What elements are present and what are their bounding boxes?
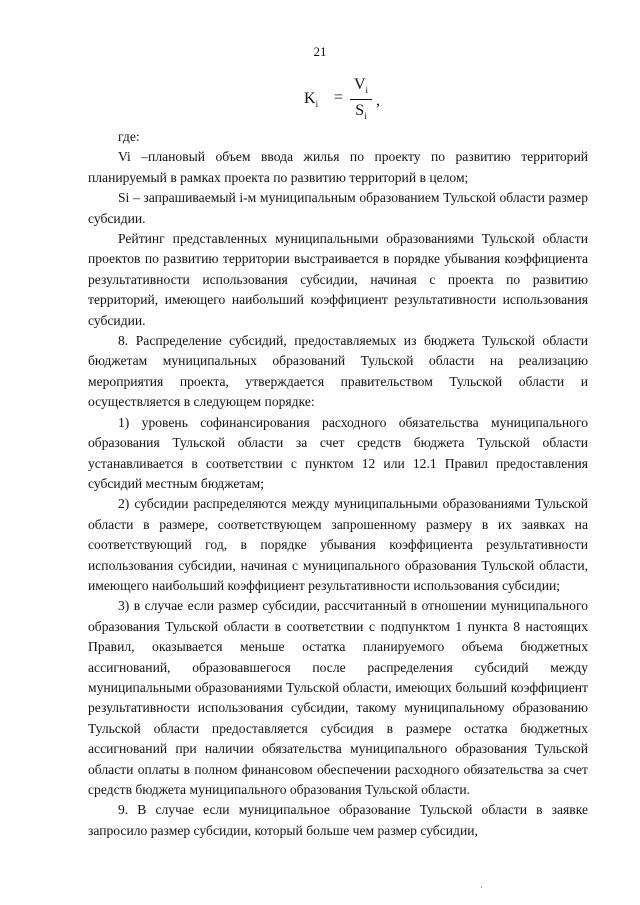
paragraph-subitem-3: 3) в случае если размер субсидии, рассчитанный в отношении муниципального образования Тульской области в соответствии с подпунктом 1 пункта 8 настоящих Правил, оказывается меньше остатка планируемого объема бюджетных ассигнований, образовавшегося после распределения субсидий между муниципальными образованиями Тульской области, имеющих больший коэффициент результативности использования субсидии, такому муниципальному образованию Тульской области предоставляется субсидия в размере остатка бюджетных ассигнований при наличии обязательства муниципального образования Тульской области оплаты в полном финансовом обеспечении расходного обязательства за счет средств бюджета муниципального образования Тульской области. — [88, 598, 588, 797]
paragraph-where: где: — [118, 129, 140, 144]
paragraph-vi-definition: Vi –плановый объем ввода жилья по проекту по развитию территорий планируемый в рамках проекта по развитию территорий в целом; — [88, 149, 588, 185]
formula-numerator: $V_i$ — [353, 76, 369, 96]
formula-comma: , — [376, 92, 380, 109]
page-number: 21 — [313, 44, 327, 59]
document-body — [88, 127, 588, 841]
formula-lhs: $K_i$ — [304, 90, 319, 110]
paragraph-item-8: 8. Распределение субсидий, предоставляемых из бюджета Тульской области бюджетам муниципальных образований Тульской области на реализацию мероприятия проекта, утверждается правительством Тульской области и осуществляется в следующем порядке: — [88, 333, 588, 410]
scan-speck: · — [480, 882, 483, 892]
fraction-bar — [350, 99, 372, 100]
paragraph-item-9: 9. В случае если муниципальное образование Тульской области в заявке запросило размер субсидии, который больше чем размер субсидии, — [88, 802, 588, 838]
paragraph-subitem-1: 1) уровень софинансирования расходного обязательства муниципального образования Тульской области за счет средств бюджета Тульской области устанавливается в соответствии с пунктом 12 или 12.1 Правил предоставления субсидий местным бюджетам; — [88, 414, 588, 491]
paragraph-subitem-2: 2) субсидии распределяются между муниципальными образованиями Тульской области в размере, соответствующем запрошенному размеру в их заявках на соответствующий год, в порядке убывания коэффициента результативности использования субсидии, начиная с муниципального образования Тульской области, имеющего наибольший коэффициент результативности использования субсидии; — [88, 496, 588, 593]
formula-denominator: $S_i$ — [355, 102, 367, 122]
paragraph-si-definition: Si – запрашиваемый i-м муниципальным образованием Тульской области размер субсидии. — [88, 190, 588, 226]
coefficient-formula — [300, 74, 420, 130]
paragraph-rating: Рейтинг представленных муниципальными образованиями Тульской области проектов по развитию территории выстраивается в порядке убывания коэффициента результативности использования субсидии, начиная с проекта по развитию территорий, имеющего наибольший коэффициент результативности использования субсидии. — [88, 231, 588, 328]
formula-equals-sign: = — [334, 89, 344, 106]
